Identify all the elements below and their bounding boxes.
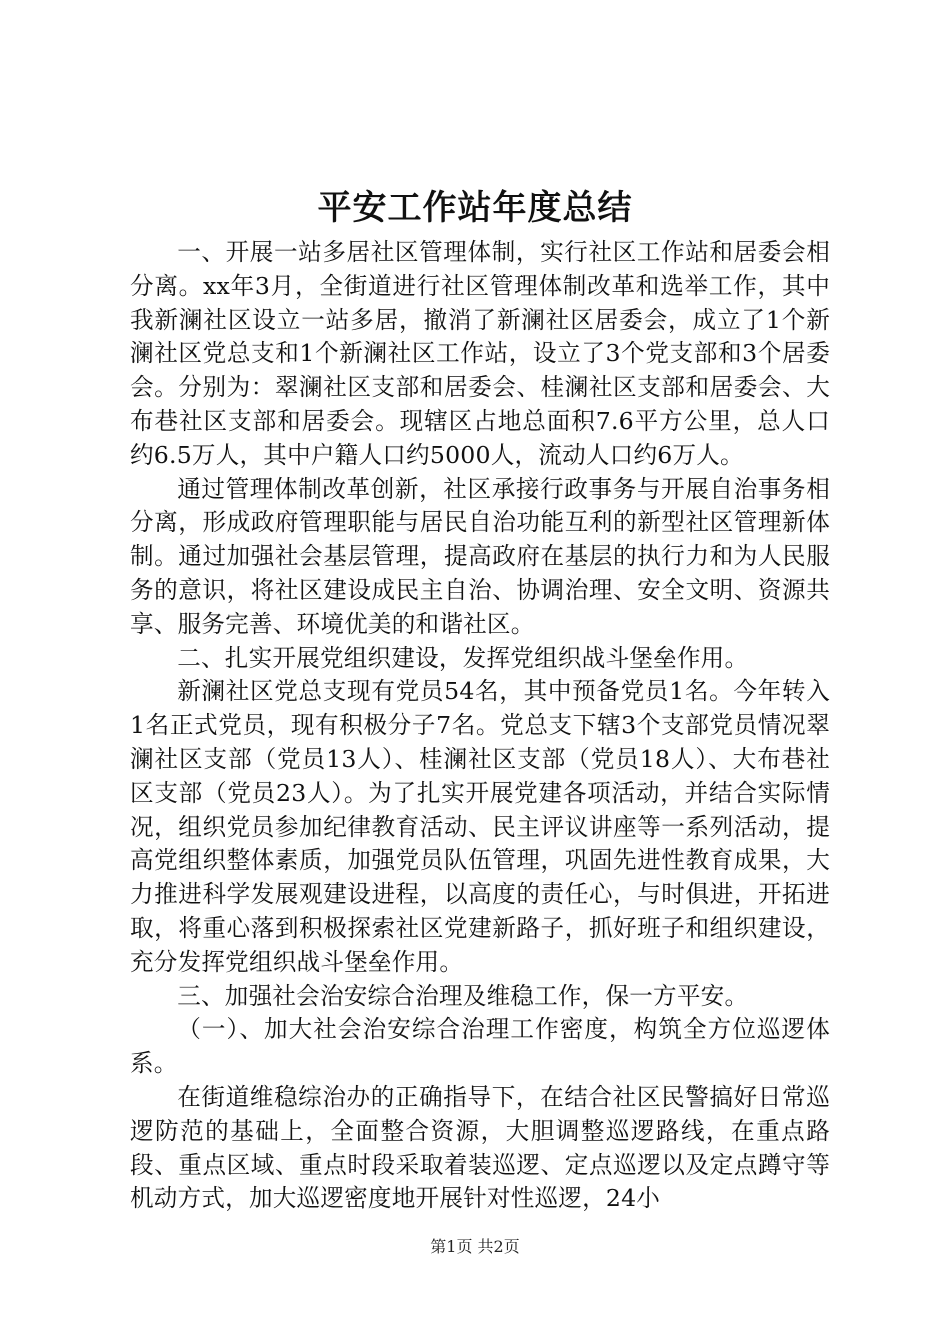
paragraph-3: 二、扎实开展党组织建设，发挥党组织战斗堡垒作用。 — [177, 643, 749, 672]
page-footer: 第1页 共2页 — [430, 1237, 520, 1256]
page-title: 平安工作站年度总结 — [317, 188, 633, 228]
paragraph-4: 新澜社区党总支现有党员54名，其中预备党员1名。今年转入1名正式党员，现有积极分子7名。党总支下辖3个支部党员情况翠澜社区支部（党员13人）、桂澜社区支部（党员18人）、大布巷社区支部（党员23人）。为了扎实开展党建各项活动，并结合实际情况，组织党员参加纪律教育活动、民主评议讲座等一系列活动，提高党组织整体素质，加强党员队伍管理，巩固先进性教育成果，大力推进科学发展观建设进程，以高度的责任心，与时俱进，开拓进取，将重心落到积极探索社区党建新路子，抓好班子和组织建设，充分发挥党组织战斗堡垒作用。 — [130, 677, 830, 976]
paragraph-1: 一、开展一站多居社区管理体制，实行社区工作站和居委会相分离。xx年3月，全街道进行社区管理体制改革和选举工作，其中我新澜社区设立一站多居，撤消了新澜社区居委会，成立了1个新澜社区党总支和1个新澜社区工作站，设立了3个党支部和3个居委会。分别为：翠澜社区支部和居委会、桂澜社区支部和居委会、大布巷社区支部和居委会。现辖区占地总面积7.6平方公里，总人口约6.5万人，其中户籍人口约5000人，流动人口约6万人。 — [130, 238, 830, 469]
paragraph-5: 三、加强社会治安综合治理及维稳工作，保一方平安。 — [177, 981, 749, 1010]
paragraph-7: 在街道维稳综治办的正确指导下，在结合社区民警搞好日常巡逻防范的基础上，全面整合资源，大胆调整巡逻路线，在重点路段、重点区域、重点时段采取着装巡逻、定点巡逻以及定点蹲守等机动方式，加大巡逻密度地开展针对性巡逻，24小 — [130, 1082, 830, 1213]
document-body — [130, 236, 830, 1216]
paragraph-6: （一）、加大社会治安综合治理工作密度，构筑全方位巡逻体系。 — [130, 1015, 830, 1078]
paragraph-2: 通过管理体制改革创新，社区承接行政事务与开展自治事务相分离，形成政府管理职能与居民自治功能互利的新型社区管理新体制。通过加强社会基层管理，提高政府在基层的执行力和为人民服务的意识，将社区建设成民主自治、协调治理、安全文明、资源共享、服务完善、环境优美的和谐社区。 — [130, 474, 830, 638]
